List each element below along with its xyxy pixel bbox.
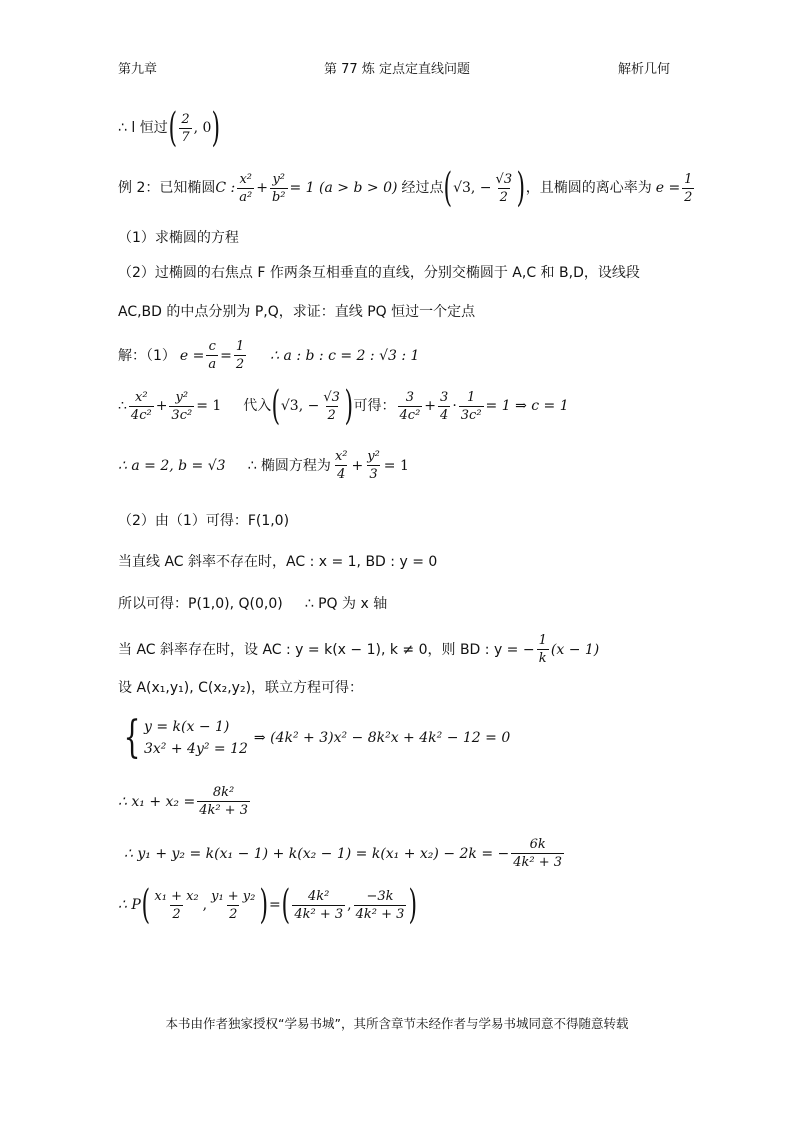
fraction-c-a: $\frac{c}{a}$	[208, 339, 217, 372]
equals: =	[268, 897, 281, 913]
case-2	[118, 634, 599, 665]
paren-close: )	[211, 105, 221, 151]
ab-values: ∴ a = 2, b = √3	[118, 457, 226, 474]
paren-open: (	[281, 882, 290, 928]
fraction-x2-a2: $\frac{\text{x²}}{\text{a²}}$	[239, 171, 253, 205]
comma-zero: , 0	[193, 120, 212, 136]
paren-open: (	[271, 383, 281, 429]
comma: ,	[347, 897, 352, 913]
case1-text: 当直线 AC 斜率不存在时，AC : x = 1, BD : y = 0	[118, 554, 438, 570]
sum-y	[124, 838, 566, 869]
plus: +	[424, 398, 437, 414]
ex2-suffix: ，且椭圆的离心率为	[525, 180, 652, 196]
dot: ·	[452, 398, 457, 414]
substitute-label: 代入	[243, 398, 272, 414]
solution-e	[118, 340, 419, 371]
paren-close: )	[344, 383, 354, 429]
point-sqrt3: √3, −	[453, 180, 492, 196]
case2-end: (x − 1)	[550, 641, 600, 658]
fraction-p-y: $\frac{-3k}{\text{4k² + 3}}$	[355, 888, 405, 922]
l-text: ∴ l 恒过	[118, 120, 168, 136]
paren-close: )	[259, 882, 269, 928]
sub-end: = 1 ⇒ c = 1	[485, 398, 569, 414]
point-sqrt3: √3, −	[280, 398, 320, 414]
fraction-y2-3: $\frac{\text{y²}}{3}$	[367, 449, 380, 482]
fraction-p-x: $\frac{\text{4k²}}{\text{4k² + 3}}$	[294, 888, 344, 922]
fraction-x2-4c2: $\frac{\text{x²}}{\text{4c²}}$	[130, 389, 152, 423]
fraction-x2-4: $\frac{\text{x²}}{4}$	[334, 449, 348, 482]
paren-open: (	[443, 165, 453, 211]
solution-substitute	[118, 383, 569, 429]
question-2b	[118, 305, 475, 319]
fraction-sqrt3-2b: $\frac{√3}{2}$	[323, 389, 340, 423]
sol-prefix: 解：（1）	[118, 347, 176, 364]
paren-close: )	[516, 165, 526, 211]
sum-y-label: ∴ y₁ + y₂ = k(x₁ − 1) + k(x₂ − 1) = k(x₁ + x₂) − 2k = −	[124, 845, 510, 862]
solution-ellipse	[118, 450, 409, 481]
ratio-abc: ∴ a : b : c = 2 : √3 : 1	[270, 347, 420, 364]
fraction-y2-b2: $\frac{\text{y²}}{\text{b²}}$	[271, 171, 286, 205]
plus: +	[351, 457, 364, 474]
part2-start	[118, 514, 289, 528]
sys-eq2: 3x² + 4y² = 12	[144, 741, 248, 757]
fraction-sqrt3-2: $\frac{√3}{2}$	[495, 171, 513, 205]
plus: +	[256, 180, 268, 196]
ellipse-C: C :	[215, 180, 236, 196]
eq1: = 1	[196, 398, 222, 414]
sys-result: ⇒ (4k² + 3)x² − 8k²x + 4k² − 12 = 0	[253, 730, 511, 746]
plus: +	[155, 398, 168, 414]
sum-x-label: ∴ x₁ + x₂ =	[118, 793, 196, 810]
fraction-y2-3c2: $\frac{\text{y²}}{\text{3c²}}$	[171, 389, 193, 423]
fraction-py: $\frac{\text{y₁ + y₂}}{2}$	[211, 888, 256, 922]
header-subject: 解析几何	[618, 62, 671, 77]
p2-start: （2）由（1）可得：F(1,0)	[118, 513, 290, 529]
fraction-half-2: $\frac{1}{2}$	[235, 339, 245, 372]
left-brace: {	[123, 712, 141, 763]
comma: ,	[202, 897, 208, 913]
fraction-sum-x: $\frac{\text{8k²}}{\text{4k² + 3}}$	[199, 785, 248, 818]
e-eq: e =	[655, 180, 681, 196]
fraction-3-4: $\frac{3}{4}$	[440, 389, 449, 423]
therefore: ∴	[118, 398, 127, 414]
case1-result: 所以可得：P(1,0), Q(0,0)	[118, 596, 283, 612]
ex2-prefix: 例 2：已知椭圆	[118, 180, 216, 196]
header-title: 第 77 炼 定点定直线问题	[324, 62, 470, 77]
example2-statement	[118, 165, 696, 211]
q1-text: （1）求椭圆的方程	[118, 230, 239, 246]
copyright-footer: 本书由作者独家授权“学易书城”，其所含章节未经作者与学易书城同意不得随意转载	[165, 1016, 629, 1031]
fraction-1-3c2: $\frac{1}{\text{3c²}}$	[460, 389, 482, 423]
question-1	[118, 231, 239, 245]
fraction-sum-y: $\frac{6k}{\text{4k² + 3}}$	[513, 837, 563, 870]
case-1	[118, 555, 437, 569]
p-coordinates	[118, 882, 418, 928]
line-l-fixed-point	[118, 105, 221, 151]
sum-x	[118, 786, 252, 817]
header-chapter: 第九章	[118, 62, 158, 77]
case1-axis: ∴ PQ 为 x 轴	[304, 596, 388, 612]
sys-eq1: y = k(x − 1)	[144, 719, 230, 735]
setpts-text: 设 A(x₁,y₁), C(x₂,y₂)，联立方程可得：	[118, 680, 364, 696]
paren-open: (	[168, 105, 177, 151]
set-points	[118, 681, 363, 695]
q2a-text: （2）过椭圆的右焦点 F 作两条互相垂直的直线，分别交椭圆于 A,C 和 B,D，设线段	[118, 265, 640, 281]
system	[118, 712, 511, 763]
paren-open: (	[141, 882, 150, 928]
ex2-mid: 经过点	[401, 180, 444, 196]
fraction-two-sevenths: $\frac{2}{7}$	[181, 111, 190, 145]
fraction-3-4c2: $\frac{3}{\text{4c²}}$	[399, 389, 421, 423]
get-label: 可得：	[353, 398, 396, 414]
paren-close: )	[408, 882, 418, 928]
ellipse-eq-label: ∴ 椭圆方程为	[247, 457, 331, 474]
q2b-text: AC,BD 的中点分别为 P,Q，求证：直线 PQ 恒过一个定点	[118, 304, 476, 320]
fraction-px: $\frac{\text{x₁ + x₂}}{2}$	[154, 888, 199, 922]
p-label: ∴ P	[118, 897, 141, 913]
e-sol: e =	[179, 347, 205, 364]
case-1-result	[118, 597, 387, 611]
question-2a	[118, 266, 640, 280]
fraction-1-k: $\frac{1}{k}$	[538, 633, 547, 666]
eq1: = 1	[383, 457, 409, 474]
equals: =	[220, 347, 232, 364]
case2-text: 当 AC 斜率存在时，设 AC : y = k(x − 1), k ≠ 0，则 BD : y = −	[118, 641, 535, 658]
fraction-half: $\frac{1}{2}$	[684, 171, 693, 205]
eq1-condition: = 1 (a > b > 0)	[289, 180, 398, 196]
